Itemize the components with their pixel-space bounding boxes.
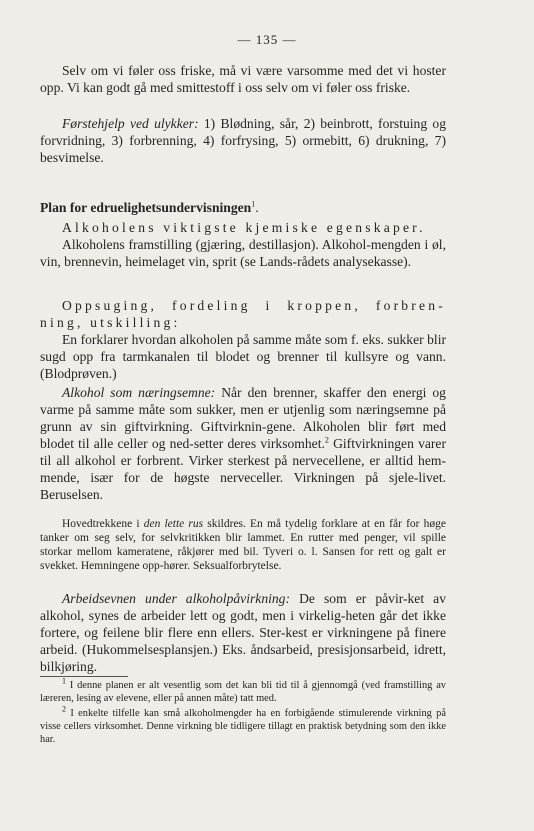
footnote-1	[40, 676, 446, 705]
alkoholens-section	[40, 219, 446, 270]
rus-text-a: Hovedtrekkene i	[62, 518, 144, 530]
forstehjelp-paragraph	[40, 115, 446, 166]
oppsuging-heading: Oppsuging, fordeling i kroppen, forbren-ning, utskilling:	[40, 298, 446, 330]
naeringsemne-paragraph	[40, 384, 446, 503]
rus-italic: den lette rus	[143, 518, 204, 530]
plan-heading-footnote-marker: 1	[251, 199, 256, 209]
plan-heading-bold: edruelighetsundervisningen	[90, 200, 252, 215]
forstehjelp-label: Førstehjelp ved ulykker:	[62, 116, 199, 131]
footnote-2-number: 2	[62, 704, 66, 714]
plan-heading-prefix: Plan for	[40, 200, 91, 215]
intro-paragraph	[40, 62, 446, 96]
plan-heading-suffix: .	[255, 200, 259, 215]
rus-paragraph	[40, 517, 446, 573]
plan-heading	[40, 199, 446, 216]
oppsuging-text: En forklarer hvordan alkoholen på samme måte som f. eks. sukker blir sugd opp fra tarmkanalen til blodet og brenner til kullsyre og vann. (Blodprøven.)	[40, 332, 446, 381]
page-number: — 135 —	[237, 32, 297, 47]
naeringsemne-text-a: Når den brenner, skaffer den energi og varme på samme måte som sukker, men er utjenlig som næringsemne på grunn av sin giftvirkning. Giftvirknin-gene. Alkoholen blir ført med blodet til alle celler og ned-setter deres virksomhet.	[40, 385, 446, 451]
naeringsemne-footnote-marker: 2	[324, 435, 329, 445]
footnote-2	[40, 704, 446, 746]
intro-text: Selv om vi føler oss friske, må vi være varsomme med det vi hoster opp. Vi kan godt gå med smittestoff i oss selv om vi føler oss friske.	[40, 63, 446, 95]
footnote-1-text: I denne planen er alt vesentlig som det kan bli tid til å gjennomgå (ved framstilling av læreren, lesing av elevene, eller på annen måte) tatt med.	[40, 680, 446, 704]
naeringsemne-text-b: Giftvirkningen varer til all alkohol er forbrent. Virker sterkest på nervecellene, er alltid hem-mende, især for de høgste nerveceller. Virkningen på sjele-livet. Beruselsen.	[40, 436, 446, 502]
forstehjelp-text: 1) Blødning, sår, 2) beinbrott, forstuing og forvridning, 3) forbrenning, 4) forfrysing, 5) ormebitt, 6) drukning, 7) besvimelse.	[40, 116, 446, 165]
arbeidsevnen-label: Arbeidsevnen under alkoholpåvirkning:	[62, 591, 291, 606]
arbeidsevnen-paragraph	[40, 590, 446, 675]
arbeidsevnen-text: De som er påvir-ket av alkohol, synes de arbeider lett og godt, men i virkelig-heten går det ikke fortere, og feilene blir flere enn ellers. Ster-kest er virkningene på finere arbeid. (Hukommelsesplansjen.) Eks. åndsarbeid, presisjonsarbeid, idrett, bilkjøring.	[40, 591, 446, 674]
naeringsemne-label: Alkohol som næringsemne:	[62, 385, 216, 400]
footnote-2-text: I enkelte tilfelle kan små alkoholmengder ha en forbigående stimulerende virkning på visse cellers virksomhet. Denne virkning ble tidligere tillagt en praktisk betydning som den ikke har.	[40, 708, 446, 745]
rus-text-b: skildres. En må tydelig forklare at en får for høge tanker om seg selv, for selvkritikken blir lammet. En rutter med penger, vil spille storkar mellom kameratene, råkjører med bil. Tyveri o. l. Sansen for rett og galt er svekket. Hemningene opp-hører. Seksualforbrytelse.	[40, 518, 446, 572]
footnote-divider	[40, 676, 128, 677]
oppsuging-section	[40, 297, 446, 382]
alkoholens-text: Alkoholens framstilling (gjæring, destillasjon). Alkohol-mengden i øl, vin, brennevin, heimelaget vin, sprit (se Lands-rådets analysekasse).	[40, 237, 446, 269]
alkoholens-heading: Alkoholens viktigste kjemiske egenskaper.	[62, 220, 426, 235]
footnote-1-number: 1	[62, 676, 66, 686]
